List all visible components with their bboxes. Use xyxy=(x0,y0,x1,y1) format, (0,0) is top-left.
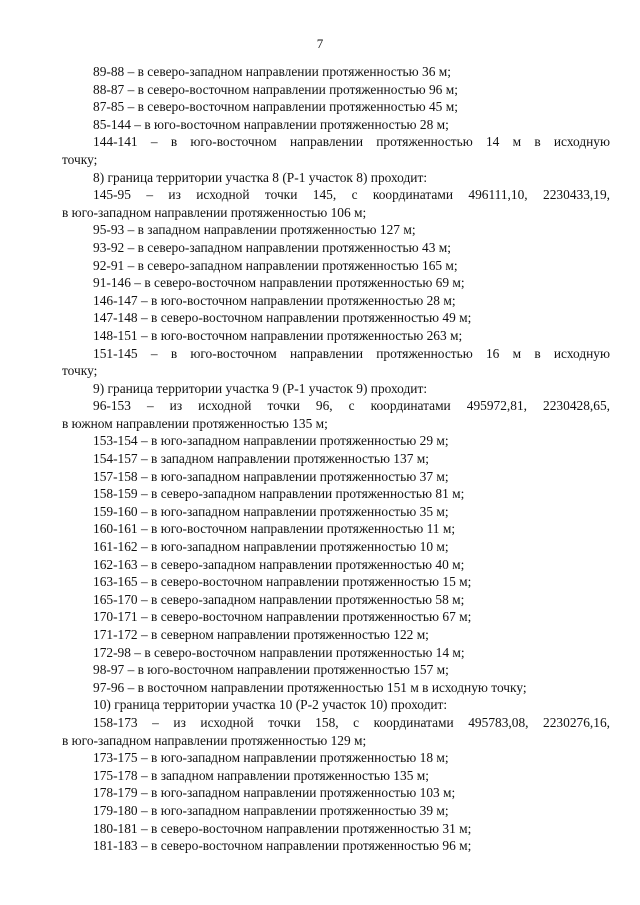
boundary-line: 85-144 – в юго-восточном направлении протяженностью 28 м; xyxy=(93,116,449,132)
boundary-line: 162-163 – в северо-западном направлении протяженностью 40 м; xyxy=(93,556,465,572)
boundary-line: 147-148 – в северо-восточном направлении протяженностью 49 м; xyxy=(93,310,472,326)
boundary-line: 158-173 – из исходной точки 158, с координатами 495783,08, 2230276,16, xyxy=(93,714,610,730)
boundary-line: 158-159 – в северо-западном направлении протяженностью 81 м; xyxy=(93,486,465,502)
boundary-line: 97-96 – в восточном направлении протяженностью 151 м в исходную точку; xyxy=(93,679,527,695)
boundary-line: 89-88 – в северо-западном направлении протяженностью 36 м; xyxy=(93,64,451,79)
boundary-line: 161-162 – в юго-западном направлении протяженностью 10 м; xyxy=(93,539,449,555)
boundary-line: 98-97 – в юго-восточном направлении протяженностью 157 м; xyxy=(93,662,449,678)
boundary-line: 157-158 – в юго-западном направлении протяженностью 37 м; xyxy=(93,468,449,484)
boundary-line: 154-157 – в западном направлении протяженностью 137 м; xyxy=(93,451,429,467)
page-number: 7 xyxy=(316,36,324,51)
boundary-line: 95-93 – в западном направлении протяженностью 127 м; xyxy=(93,222,416,238)
boundary-line: 175-178 – в западном направлении протяженностью 135 м; xyxy=(93,767,429,783)
boundary-line: 148-151 – в юго-восточном направлении протяженностью 263 м; xyxy=(93,327,463,343)
continuation-line: точку; xyxy=(62,363,98,379)
boundary-line: 179-180 – в юго-западном направлении протяженностью 39 м; xyxy=(93,802,449,818)
document-body xyxy=(62,63,610,855)
boundary-line: 153-154 – в юго-западном направлении протяженностью 29 м; xyxy=(93,433,449,449)
continuation-line: в юго-западном направлении протяженностью 106 м; xyxy=(62,204,367,220)
boundary-line: 87-85 – в северо-восточном направлении протяженностью 45 м; xyxy=(93,99,458,115)
boundary-line: 144-141 – в юго-восточном направлении протяженностью 14 м в исходную xyxy=(93,134,610,150)
boundary-line: 163-165 – в северо-восточном направлении протяженностью 15 м; xyxy=(93,574,472,590)
boundary-line: 171-172 – в северном направлении протяженностью 122 м; xyxy=(93,627,429,642)
boundary-line: 159-160 – в юго-западном направлении протяженностью 35 м; xyxy=(93,503,449,519)
boundary-line: 145-95 – из исходной точки 145, с координатами 496111,10, 2230433,19, xyxy=(93,187,610,203)
boundary-line: 9) граница территории участка 9 (Р-1 участок 9) проходит: xyxy=(93,380,428,396)
continuation-line: в юго-западном направлении протяженностью 129 м; xyxy=(62,732,367,748)
boundary-line: 170-171 – в северо-восточном направлении протяженностью 67 м; xyxy=(93,609,472,625)
boundary-line: 92-91 – в северо-западном направлении протяженностью 165 м; xyxy=(93,257,458,273)
boundary-line: 96-153 – из исходной точки 96, с координатами 495972,81, 2230428,65, xyxy=(93,398,610,414)
boundary-line: 181-183 – в северо-восточном направлении протяженностью 96 м; xyxy=(93,838,472,854)
continuation-line: в южном направлении протяженностью 135 м; xyxy=(62,415,328,431)
continuation-line: точку; xyxy=(62,151,98,167)
boundary-line: 146-147 – в юго-восточном направлении протяженностью 28 м; xyxy=(93,292,456,308)
boundary-line: 172-98 – в северо-восточном направлении протяженностью 14 м; xyxy=(93,644,465,660)
boundary-line: 91-146 – в северо-восточном направлении протяженностью 69 м; xyxy=(93,275,465,291)
boundary-line: 10) граница территории участка 10 (Р-2 участок 10) проходит: xyxy=(93,697,448,713)
boundary-line: 160-161 – в юго-восточном направлении протяженностью 11 м; xyxy=(93,521,456,537)
boundary-line: 151-145 – в юго-восточном направлении протяженностью 16 м в исходную xyxy=(93,345,610,361)
boundary-line: 8) граница территории участка 8 (Р-1 участок 8) проходит: xyxy=(93,169,428,185)
boundary-line: 173-175 – в юго-западном направлении протяженностью 18 м; xyxy=(93,750,449,766)
boundary-line: 88-87 – в северо-восточном направлении протяженностью 96 м; xyxy=(93,81,458,97)
boundary-line: 178-179 – в юго-западном направлении протяженностью 103 м; xyxy=(93,785,456,801)
boundary-line: 180-181 – в северо-восточном направлении протяженностью 31 м; xyxy=(93,820,472,836)
boundary-line: 93-92 – в северо-западном направлении протяженностью 43 м; xyxy=(93,239,451,255)
boundary-line: 165-170 – в северо-западном направлении протяженностью 58 м; xyxy=(93,591,465,607)
